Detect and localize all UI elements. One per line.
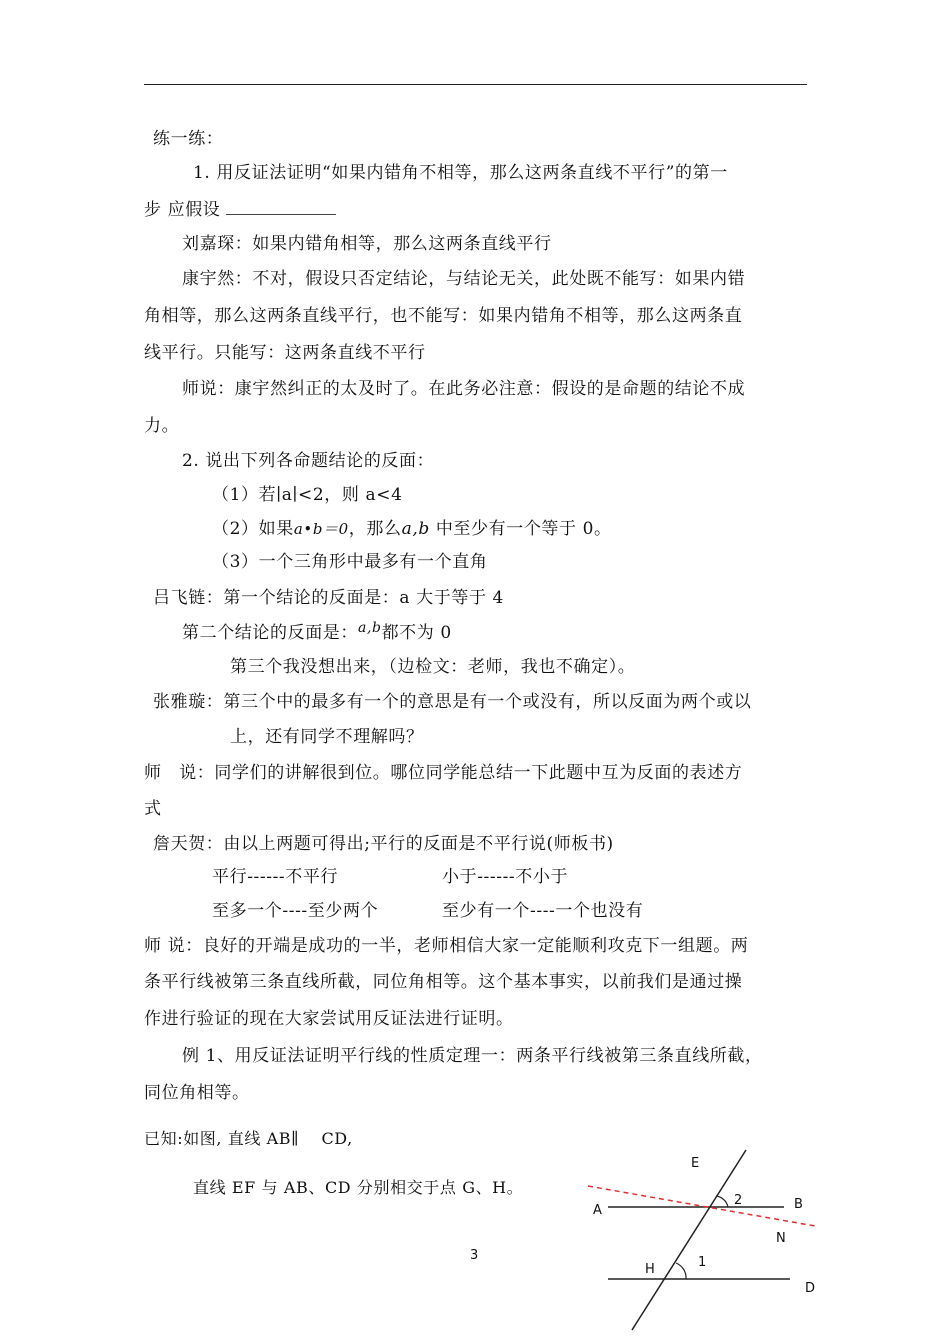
kang-line2: 角相等，那么这两条直线平行，也不能写：如果内错角不相等，那么这两条直	[144, 306, 743, 326]
q1-line1: 1. 用反证法证明“如果内错角不相等，那么这两条直线不平行”的第一	[193, 163, 728, 183]
pair-a1: 平行------不平行	[212, 867, 339, 887]
label-n: N	[776, 1231, 786, 1246]
teacher1-line2: 力。	[144, 416, 180, 436]
practice-heading: 练一练：	[153, 129, 224, 149]
q2-item2-math1: a•b＝0	[293, 520, 349, 538]
q2-item2-post: 中至少有一个等于 0。	[429, 519, 612, 539]
pair-a2: 小于------不小于	[442, 867, 569, 887]
q2-item2-pre: （2）如果	[212, 519, 294, 539]
lv-line3: 第三个我没想出来，（边检文：老师，我也不确定）。	[230, 657, 636, 677]
pair-b1: 至多一个----至少两个	[212, 901, 379, 921]
q2-title: 2. 说出下列各命题结论的反面：	[182, 451, 435, 471]
label-a: A	[593, 1203, 602, 1218]
given-line1: 已知:如图, 直线 AB∥ CD,	[144, 1129, 353, 1148]
teacher1-line1: 师说：康宇然纠正的太及时了。在此务必注意：假设的是命题的结论不成	[182, 379, 746, 399]
q1-line2-text: 步 应假设	[144, 200, 221, 220]
liu-statement: 刘嘉琛：如果内错角相等，那么这两条直线平行	[182, 234, 552, 254]
angle-2-arc	[716, 1196, 728, 1207]
label-d: D	[805, 1281, 816, 1296]
q2-item2-math2: a,b	[401, 519, 430, 539]
label-e: E	[691, 1156, 700, 1171]
q2-item3: （3）一个三角形中最多有一个直角	[212, 552, 488, 572]
page-number: 3	[470, 1248, 479, 1263]
example-line1: 例 1、用反证法证明平行线的性质定理一：两条平行线被第三条直线所截，	[182, 1046, 763, 1066]
teacher3-line2: 条平行线被第三条直线所截，同位角相等。这个基本事实，以前我们是通过操	[144, 972, 743, 992]
line-ef	[632, 1150, 746, 1330]
kang-line1: 康宇然：不对，假设只否定结论，与结论无关，此处既不能写：如果内错	[182, 269, 746, 289]
label-angle2: 2	[734, 1193, 743, 1208]
teacher3-line1: 师 说：良好的开端是成功的一半，老师相信大家一定能顺利攻克下一组题。两	[144, 936, 749, 956]
teacher3-line3: 作进行验证的现在大家尝试用反证法进行证明。	[144, 1009, 514, 1029]
label-b: B	[794, 1197, 803, 1212]
lv-line2-pre: 第二个结论的反面是：	[182, 623, 358, 643]
example-line2: 同位角相等。	[144, 1083, 250, 1103]
zhang-line1: 张雅璇：第三个中的最多有一个的意思是有一个或没有，所以反面为两个或以	[153, 692, 752, 712]
lv-line2-math: a,b	[358, 620, 382, 636]
q2-item2-mid: ，那么	[348, 519, 402, 539]
teacher2-line1: 师 说：同学们的讲解很到位。哪位同学能总结一下此题中互为反面的表述方	[144, 763, 743, 783]
angle-1-arc	[676, 1263, 686, 1279]
zhang-line2: 上，还有同学不理解吗？	[230, 727, 424, 747]
lv-line2-post: 都不为 0	[381, 623, 452, 643]
given-line2: 直线 EF 与 AB、CD 分别相交于点 G、H。	[193, 1178, 524, 1197]
kang-line3: 线平行。只能写：这两条直线不平行	[144, 343, 426, 363]
label-h: H	[645, 1262, 655, 1277]
q2-item1: （1）若∣a∣<2，则 a<4	[212, 485, 403, 505]
teacher2-line2: 式	[144, 799, 162, 819]
label-angle1: 1	[698, 1255, 707, 1270]
lv-line1: 吕飞链：第一个结论的反面是：a 大于等于 4	[153, 588, 504, 608]
zhan-statement: 詹天贺：由以上两题可得出;平行的反面是不平行说(师板书)	[153, 834, 614, 854]
pair-b2: 至少有一个----一个也没有	[442, 901, 644, 921]
